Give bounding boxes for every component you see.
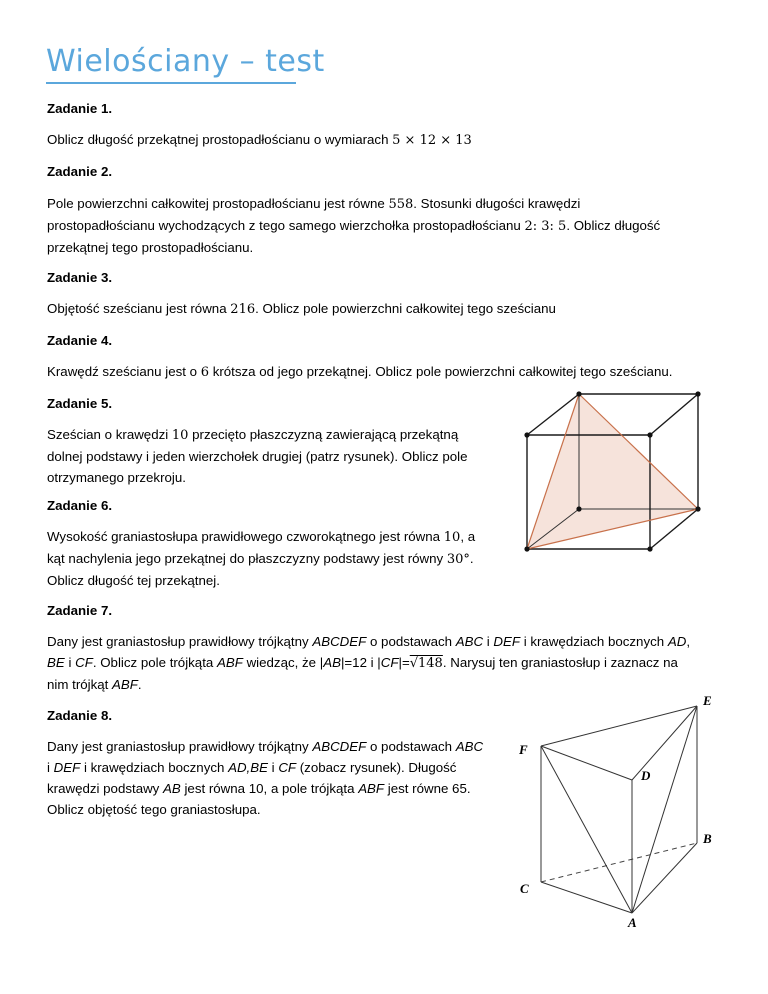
task-3-heading: Zadanie 3. [47,270,113,285]
page-title: Wielościany – test [46,44,325,79]
task-3-text: Objętość sześcianu jest równa 216. Oblicz pole powierzchni całkowitej tego sześcianu [47,301,556,317]
task-6-text: Wysokość graniastosłupa prawidłowego czworokątnego jest równa 10, a kąt nachylenia jego przekątnej do płaszczyzny podstawy jest równy 30°. Oblicz długość tej przekątnej. [47,529,476,588]
task-4-text: Krawędź sześcianu jest o 6 krótsza od jego przekątnej. Oblicz pole powierzchni całkowitej tego sześcianu. [47,364,673,380]
task-2-text: Pole powierzchni całkowitej prostopadłościanu jest równe 558. Stosunki długości krawędzi prostopadłościanu wychodzących z tego samego wierzchołka prostopadłościanu 2: 3: 5. Oblicz długość przekątnej tego prostopadłościanu. [47,196,661,255]
task-8-heading: Zadanie 8. [47,708,113,723]
task-8-text: Dany jest graniastosłup prawidłowy trójkątny ABCDEF o podstawach ABC i DEF i krawędziach bocznych AD,BE i CF (zobacz rysunek). Długość krawędzi podstawy AB jest równa 10, a pole trójkąta ABF jest równe 65. Oblicz objętość tego graniastosłupa. [47,739,484,817]
task-2-heading: Zadanie 2. [47,164,113,179]
task-4-heading: Zadanie 4. [47,333,113,348]
task-6-heading: Zadanie 6. [47,498,113,513]
task-5-heading: Zadanie 5. [47,396,113,411]
label-C: C [520,881,529,896]
prism-hidden-edge [541,843,697,882]
task-7-heading: Zadanie 7. [47,603,113,618]
label-F: F [519,742,528,757]
label-E: E [703,693,712,708]
task-5-text: Sześcian o krawędzi 10 przecięto płaszczyzną zawierającą przekątną dolnej podstawy i jeden wierzchołek drugiej (patrz rysunek). Oblicz pole otrzymanego przekroju. [47,427,468,485]
label-B: B [703,831,712,846]
label-A: A [628,915,637,930]
task-1-heading: Zadanie 1. [47,101,113,116]
task-1-text: Oblicz długość przekątnej prostopadłościanu o wymiarach 5 × 12 × 13 [47,132,472,148]
task-7-text: Dany jest graniastosłup prawidłowy trójkątny ABCDEF o podstawach ABC i DEF i krawędziach bocznych AD, BE i CF. Oblicz pole trójkąta ABF wiedząc, że |AB|=12 i |CF|=√148. Narysuj ten graniastosłup i zaznacz na nim trójkąt ABF. [47,634,691,692]
prism-edges [541,706,697,913]
label-D: D [641,768,651,783]
